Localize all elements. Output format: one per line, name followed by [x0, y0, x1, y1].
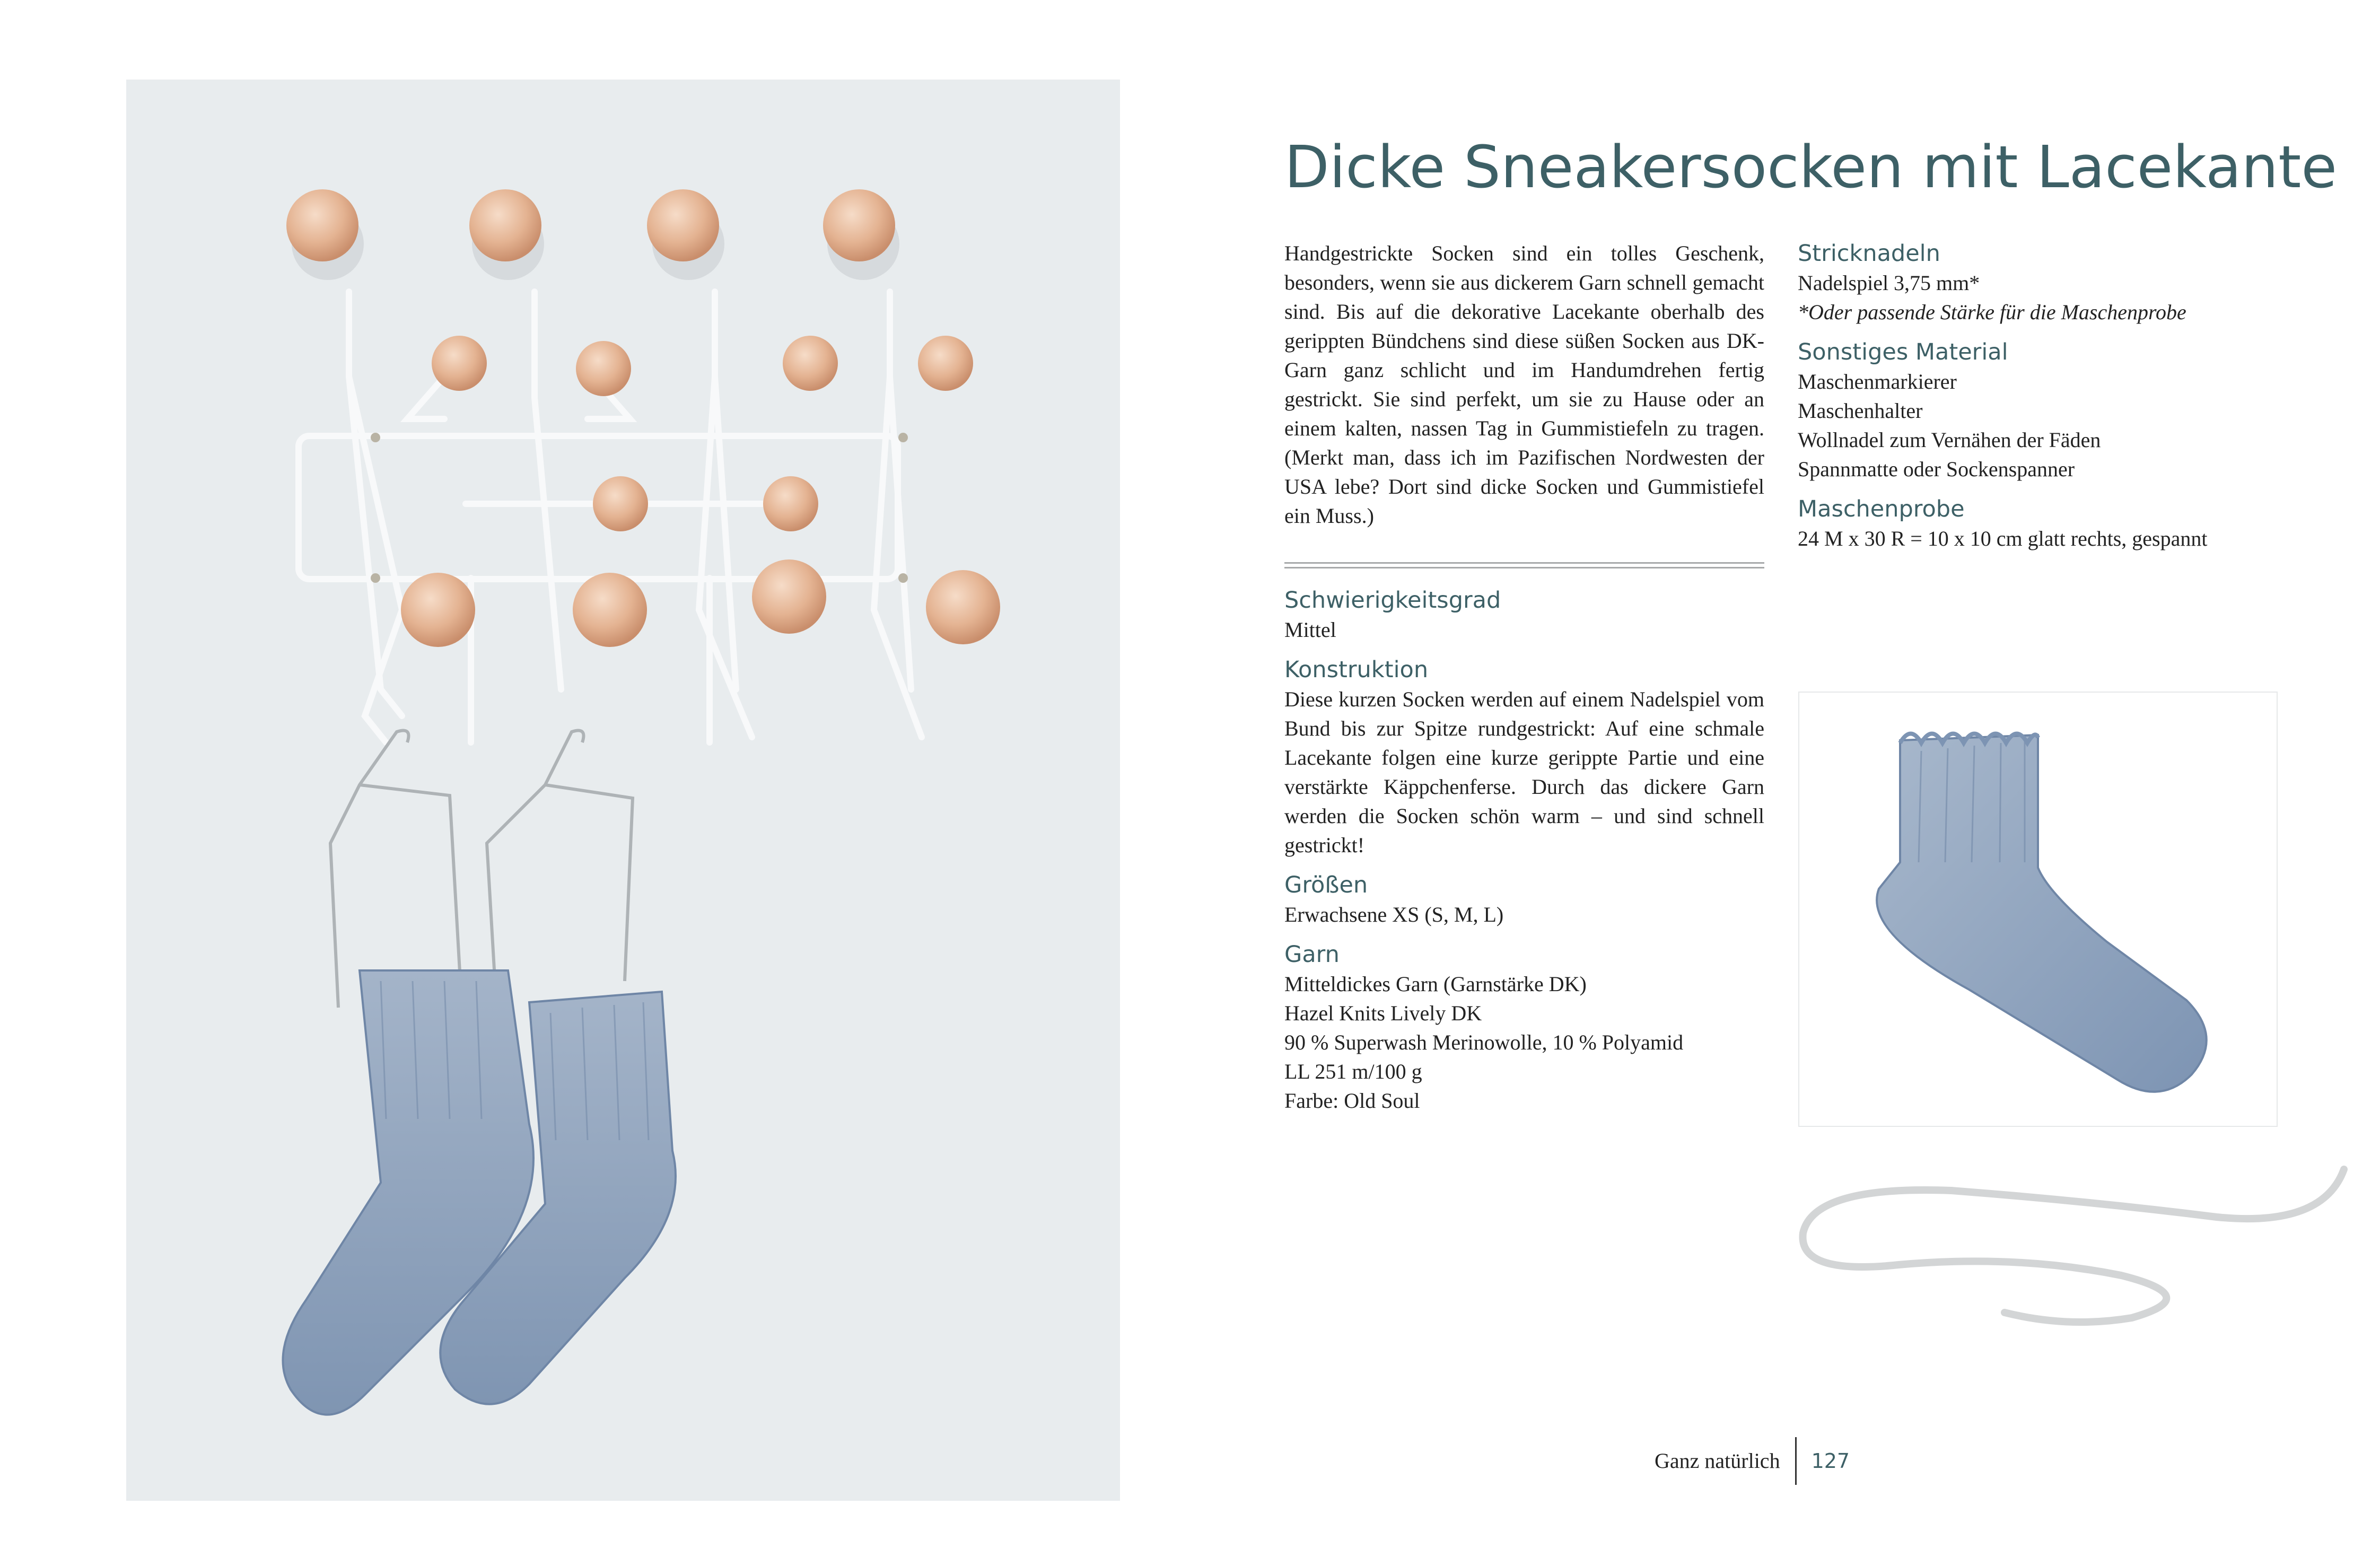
page-number: 127 [1811, 1449, 1850, 1473]
yarn-heading: Garn [1284, 941, 1340, 968]
difficulty-heading: Schwierigkeitsgrad [1284, 587, 1501, 614]
construction-text: Diese kurzen Socken werden auf einem Nadelspiel vom Bund bis zur Spitze rundgestrickt: Auf eine schmale Lacekante folgen eine kurze gerippte Partie und eine verstärkte Käppchenferse. Durch das dickere Garn werden die Socken schön warm – und sind schnell gestrickt! [1284, 687, 1764, 857]
material-heading: Sonstiges Material [1798, 339, 2008, 365]
decorative-swirl [1792, 1153, 2355, 1328]
left-column [1284, 239, 1764, 1115]
needles-value: Nadelspiel 3,75 mm* [1798, 271, 1980, 295]
construction-heading: Konstruktion [1284, 657, 1429, 683]
sock-detail-photo [1798, 692, 2278, 1127]
hero-photo [126, 80, 1120, 1501]
double-rule-divider [1284, 562, 1764, 568]
material-item: Maschenhalter [1798, 399, 1923, 423]
yarn-line: 90 % Superwash Merinowolle, 10 % Polyamid [1284, 1030, 1684, 1054]
material-item: Maschenmarkierer [1798, 370, 1957, 393]
gauge-value: 24 M x 30 R = 10 x 10 cm glatt rechts, gespannt [1798, 527, 2208, 550]
page-footer [1655, 1437, 1850, 1485]
sizes-heading: Größen [1284, 872, 1368, 898]
page-title: Dicke Sneakersocken mit Lacekante [1284, 133, 2338, 201]
yarn-line: Hazel Knits Lively DK [1284, 1001, 1482, 1025]
needles-heading: Stricknadeln [1798, 240, 1940, 267]
sizes-value: Erwachsene XS (S, M, L) [1284, 903, 1504, 926]
right-column [1798, 239, 2317, 553]
yarn-line: Mitteldickes Garn (Garnstärke DK) [1284, 972, 1587, 996]
difficulty-value: Mittel [1284, 618, 1336, 642]
intro-paragraph: Handgestrickte Socken sind ein tolles Geschenk, besonders, wenn sie aus dickerem Garn schnell gemacht sind. Bis auf die dekorative Lacekante oberhalb des gerippten Bündchens sind diese süßen Socken aus DK-Garn ganz schlicht und im Handumdrehen fertig gestrickt. Sie sind perfekt, um sie zu Hause oder an einem kalten, nassen Tag in Gummistiefeln zu tragen. (Merkt man, dass ich im Pazifischen Nordwesten der USA lebe? Dort sind dicke Socken und Gummistiefel ein Muss.) [1284, 241, 1764, 528]
chapter-name: Ganz natürlich [1655, 1449, 1780, 1473]
material-item: Wollnadel zum Vernähen der Fäden [1798, 428, 2101, 452]
gauge-heading: Maschenprobe [1798, 496, 1965, 522]
needles-note: *Oder passende Stärke für die Maschenprobe [1798, 300, 2186, 324]
yarn-line: Farbe: Old Soul [1284, 1089, 1420, 1113]
yarn-line: LL 251 m/100 g [1284, 1060, 1422, 1083]
material-item: Spannmatte oder Sockenspanner [1798, 457, 2075, 481]
